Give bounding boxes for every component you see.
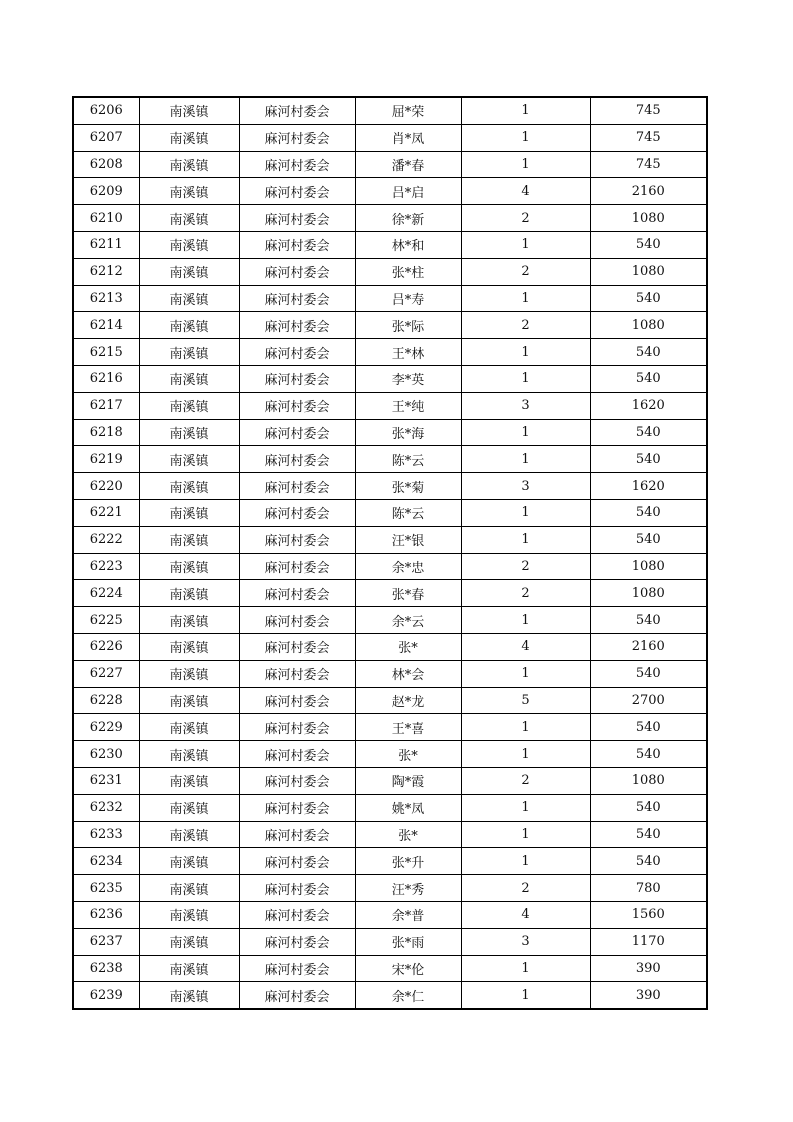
table-row [73,151,707,178]
count-cell: 1 [461,821,590,848]
village-committee-cell: 麻河村委会 [239,607,355,634]
amount-cell: 540 [590,794,707,821]
amount-cell: 540 [590,660,707,687]
amount-cell: 1080 [590,767,707,794]
serial-number-cell: 6210 [73,205,139,232]
serial-number-cell: 6235 [73,875,139,902]
table-row [73,446,707,473]
amount-cell: 2160 [590,178,707,205]
name-cell: 王*喜 [355,714,461,741]
town-cell: 南溪镇 [139,473,239,500]
name-cell: 姚*凤 [355,794,461,821]
table-row [73,687,707,714]
amount-cell: 540 [590,741,707,768]
name-cell: 王*林 [355,339,461,366]
town-cell: 南溪镇 [139,687,239,714]
table-row [73,526,707,553]
town-cell: 南溪镇 [139,901,239,928]
serial-number-cell: 6213 [73,285,139,312]
table-row [73,633,707,660]
name-cell: 徐*新 [355,205,461,232]
village-committee-cell: 麻河村委会 [239,178,355,205]
name-cell: 王*纯 [355,392,461,419]
amount-cell: 540 [590,339,707,366]
amount-cell: 2160 [590,633,707,660]
table-row [73,901,707,928]
village-committee-cell: 麻河村委会 [239,285,355,312]
village-committee-cell: 麻河村委会 [239,982,355,1009]
count-cell: 1 [461,339,590,366]
name-cell: 张*春 [355,580,461,607]
count-cell: 2 [461,258,590,285]
name-cell: 陈*云 [355,446,461,473]
serial-number-cell: 6228 [73,687,139,714]
village-committee-cell: 麻河村委会 [239,392,355,419]
table-row [73,794,707,821]
village-committee-cell: 麻河村委会 [239,365,355,392]
serial-number-cell: 6214 [73,312,139,339]
town-cell: 南溪镇 [139,660,239,687]
name-cell: 张*柱 [355,258,461,285]
amount-cell: 540 [590,419,707,446]
serial-number-cell: 6237 [73,928,139,955]
table-row [73,848,707,875]
table-row [73,312,707,339]
amount-cell: 1080 [590,312,707,339]
town-cell: 南溪镇 [139,767,239,794]
serial-number-cell: 6233 [73,821,139,848]
count-cell: 1 [461,499,590,526]
amount-cell: 1620 [590,473,707,500]
village-committee-cell: 麻河村委会 [239,151,355,178]
count-cell: 1 [461,446,590,473]
amount-cell: 540 [590,821,707,848]
serial-number-cell: 6218 [73,419,139,446]
village-committee-cell: 麻河村委会 [239,124,355,151]
name-cell: 张*菊 [355,473,461,500]
town-cell: 南溪镇 [139,633,239,660]
count-cell: 4 [461,633,590,660]
amount-cell: 745 [590,124,707,151]
village-committee-cell: 麻河村委会 [239,848,355,875]
table-row [73,473,707,500]
town-cell: 南溪镇 [139,982,239,1009]
table-row [73,499,707,526]
table-row [73,660,707,687]
count-cell: 2 [461,767,590,794]
table-row [73,392,707,419]
town-cell: 南溪镇 [139,955,239,982]
name-cell: 赵*龙 [355,687,461,714]
count-cell: 1 [461,982,590,1009]
count-cell: 1 [461,848,590,875]
village-committee-cell: 麻河村委会 [239,714,355,741]
town-cell: 南溪镇 [139,97,239,124]
amount-cell: 780 [590,875,707,902]
table-row [73,982,707,1009]
table-row [73,580,707,607]
count-cell: 4 [461,178,590,205]
name-cell: 汪*秀 [355,875,461,902]
amount-cell: 1080 [590,580,707,607]
town-cell: 南溪镇 [139,848,239,875]
village-committee-cell: 麻河村委会 [239,97,355,124]
table-row [73,339,707,366]
serial-number-cell: 6222 [73,526,139,553]
town-cell: 南溪镇 [139,499,239,526]
table-row [73,928,707,955]
name-cell: 汪*银 [355,526,461,553]
serial-number-cell: 6224 [73,580,139,607]
count-cell: 2 [461,205,590,232]
village-committee-cell: 麻河村委会 [239,794,355,821]
amount-cell: 540 [590,607,707,634]
serial-number-cell: 6234 [73,848,139,875]
town-cell: 南溪镇 [139,714,239,741]
amount-cell: 1620 [590,392,707,419]
count-cell: 2 [461,875,590,902]
village-committee-cell: 麻河村委会 [239,687,355,714]
village-committee-cell: 麻河村委会 [239,231,355,258]
town-cell: 南溪镇 [139,419,239,446]
serial-number-cell: 6211 [73,231,139,258]
village-committee-cell: 麻河村委会 [239,580,355,607]
table-row [73,124,707,151]
table-row [73,955,707,982]
town-cell: 南溪镇 [139,285,239,312]
town-cell: 南溪镇 [139,258,239,285]
table-row [73,365,707,392]
count-cell: 1 [461,231,590,258]
count-cell: 1 [461,97,590,124]
village-committee-cell: 麻河村委会 [239,473,355,500]
amount-cell: 390 [590,982,707,1009]
table-row [73,875,707,902]
village-committee-cell: 麻河村委会 [239,312,355,339]
count-cell: 1 [461,741,590,768]
table-row [73,419,707,446]
serial-number-cell: 6215 [73,339,139,366]
name-cell: 张*海 [355,419,461,446]
count-cell: 3 [461,392,590,419]
name-cell: 张* [355,821,461,848]
amount-cell: 1080 [590,205,707,232]
town-cell: 南溪镇 [139,580,239,607]
village-committee-cell: 麻河村委会 [239,875,355,902]
serial-number-cell: 6230 [73,741,139,768]
name-cell: 张* [355,633,461,660]
table-row [73,553,707,580]
table-row [73,714,707,741]
count-cell: 1 [461,955,590,982]
amount-cell: 2700 [590,687,707,714]
village-committee-cell: 麻河村委会 [239,767,355,794]
town-cell: 南溪镇 [139,339,239,366]
serial-number-cell: 6226 [73,633,139,660]
name-cell: 张*升 [355,848,461,875]
count-cell: 1 [461,660,590,687]
serial-number-cell: 6208 [73,151,139,178]
village-committee-cell: 麻河村委会 [239,205,355,232]
name-cell: 肖*凤 [355,124,461,151]
amount-cell: 540 [590,285,707,312]
serial-number-cell: 6219 [73,446,139,473]
amount-cell: 540 [590,714,707,741]
town-cell: 南溪镇 [139,607,239,634]
count-cell: 1 [461,285,590,312]
village-committee-cell: 麻河村委会 [239,928,355,955]
count-cell: 1 [461,151,590,178]
serial-number-cell: 6209 [73,178,139,205]
amount-cell: 390 [590,955,707,982]
serial-number-cell: 6227 [73,660,139,687]
amount-cell: 745 [590,97,707,124]
amount-cell: 1080 [590,553,707,580]
serial-number-cell: 6220 [73,473,139,500]
serial-number-cell: 6212 [73,258,139,285]
serial-number-cell: 6207 [73,124,139,151]
town-cell: 南溪镇 [139,124,239,151]
serial-number-cell: 6221 [73,499,139,526]
village-committee-cell: 麻河村委会 [239,526,355,553]
table-row [73,821,707,848]
table-row [73,741,707,768]
serial-number-cell: 6223 [73,553,139,580]
amount-cell: 540 [590,231,707,258]
village-committee-cell: 麻河村委会 [239,553,355,580]
name-cell: 张* [355,741,461,768]
name-cell: 屈*荣 [355,97,461,124]
name-cell: 余*忠 [355,553,461,580]
count-cell: 2 [461,553,590,580]
town-cell: 南溪镇 [139,741,239,768]
amount-cell: 1080 [590,258,707,285]
amount-cell: 745 [590,151,707,178]
table-row [73,178,707,205]
table-row [73,231,707,258]
table-row [73,258,707,285]
serial-number-cell: 6225 [73,607,139,634]
name-cell: 余*普 [355,901,461,928]
amount-cell: 540 [590,365,707,392]
village-committee-cell: 麻河村委会 [239,955,355,982]
serial-number-cell: 6216 [73,365,139,392]
town-cell: 南溪镇 [139,553,239,580]
village-committee-cell: 麻河村委会 [239,633,355,660]
town-cell: 南溪镇 [139,231,239,258]
count-cell: 1 [461,365,590,392]
name-cell: 林*和 [355,231,461,258]
serial-number-cell: 6232 [73,794,139,821]
table-row [73,97,707,124]
name-cell: 宋*伦 [355,955,461,982]
town-cell: 南溪镇 [139,794,239,821]
count-cell: 1 [461,419,590,446]
village-committee-cell: 麻河村委会 [239,660,355,687]
name-cell: 吕*寿 [355,285,461,312]
town-cell: 南溪镇 [139,875,239,902]
town-cell: 南溪镇 [139,205,239,232]
name-cell: 李*英 [355,365,461,392]
serial-number-cell: 6217 [73,392,139,419]
count-cell: 1 [461,124,590,151]
count-cell: 1 [461,526,590,553]
count-cell: 4 [461,901,590,928]
amount-cell: 1170 [590,928,707,955]
name-cell: 潘*春 [355,151,461,178]
serial-number-cell: 6238 [73,955,139,982]
serial-number-cell: 6206 [73,97,139,124]
count-cell: 3 [461,928,590,955]
amount-cell: 1560 [590,901,707,928]
village-committee-cell: 麻河村委会 [239,901,355,928]
count-cell: 1 [461,607,590,634]
village-committee-cell: 麻河村委会 [239,258,355,285]
count-cell: 2 [461,312,590,339]
table-body [73,97,707,1009]
town-cell: 南溪镇 [139,178,239,205]
village-committee-cell: 麻河村委会 [239,419,355,446]
name-cell: 余*仁 [355,982,461,1009]
amount-cell: 540 [590,499,707,526]
name-cell: 张*际 [355,312,461,339]
town-cell: 南溪镇 [139,821,239,848]
count-cell: 5 [461,687,590,714]
village-committee-cell: 麻河村委会 [239,821,355,848]
name-cell: 张*雨 [355,928,461,955]
table-row [73,767,707,794]
table-row [73,285,707,312]
town-cell: 南溪镇 [139,526,239,553]
town-cell: 南溪镇 [139,365,239,392]
town-cell: 南溪镇 [139,151,239,178]
amount-cell: 540 [590,526,707,553]
village-committee-cell: 麻河村委会 [239,446,355,473]
serial-number-cell: 6229 [73,714,139,741]
serial-number-cell: 6239 [73,982,139,1009]
name-cell: 余*云 [355,607,461,634]
count-cell: 1 [461,794,590,821]
count-cell: 2 [461,580,590,607]
serial-number-cell: 6236 [73,901,139,928]
name-cell: 陈*云 [355,499,461,526]
table-row [73,205,707,232]
town-cell: 南溪镇 [139,446,239,473]
amount-cell: 540 [590,848,707,875]
village-committee-cell: 麻河村委会 [239,499,355,526]
amount-cell: 540 [590,446,707,473]
table-row [73,607,707,634]
name-cell: 陶*霞 [355,767,461,794]
name-cell: 吕*启 [355,178,461,205]
village-committee-cell: 麻河村委会 [239,339,355,366]
village-committee-cell: 麻河村委会 [239,741,355,768]
town-cell: 南溪镇 [139,392,239,419]
count-cell: 3 [461,473,590,500]
town-cell: 南溪镇 [139,312,239,339]
town-cell: 南溪镇 [139,928,239,955]
data-table [72,96,708,1010]
serial-number-cell: 6231 [73,767,139,794]
name-cell: 林*会 [355,660,461,687]
count-cell: 1 [461,714,590,741]
